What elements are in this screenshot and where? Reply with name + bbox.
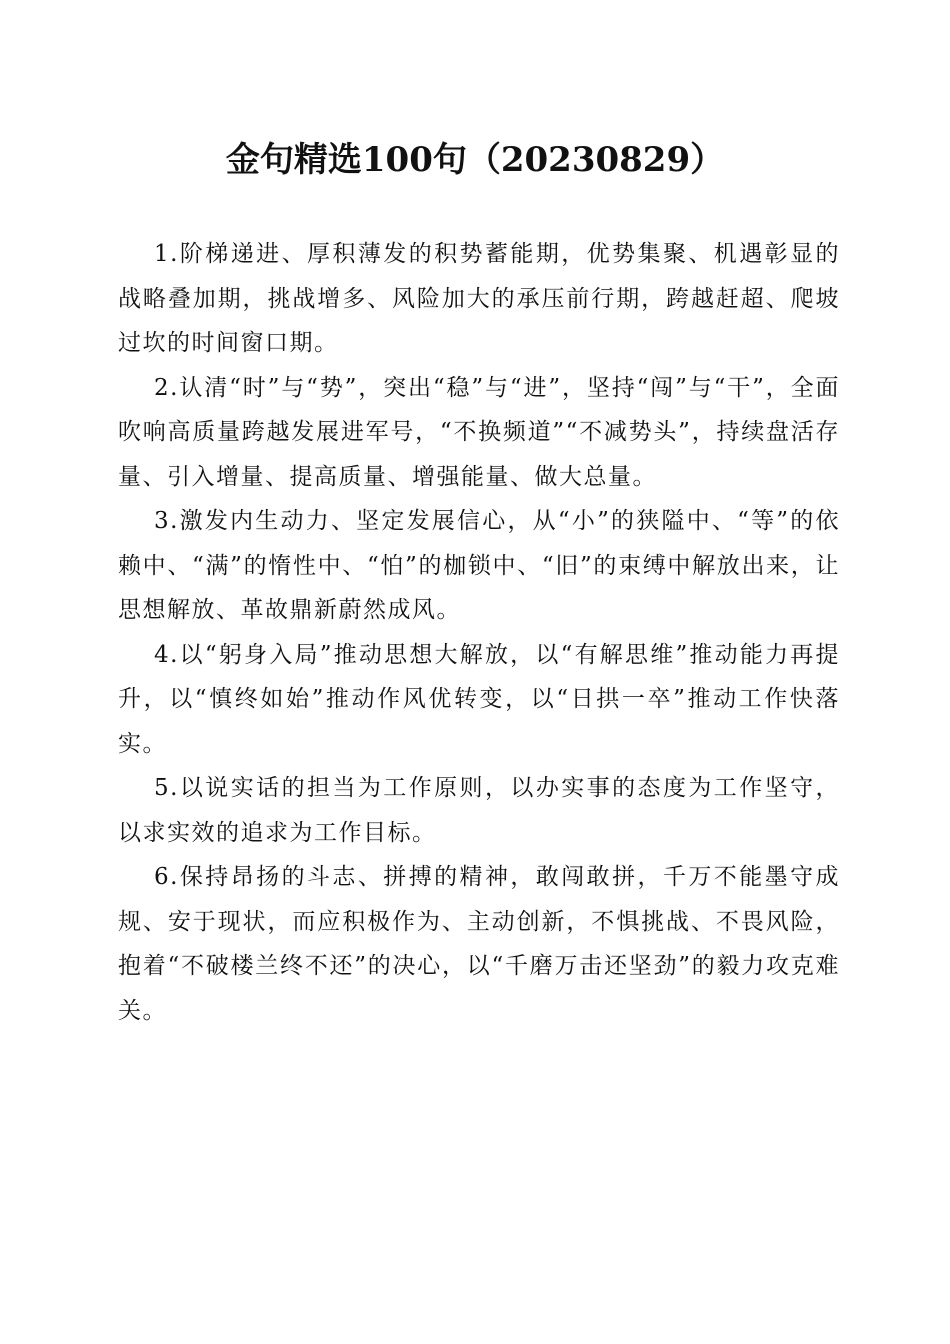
quote-paragraph-3: 3.激发内生动力、坚定发展信心，从“小”的狭隘中、“等”的依赖中、“满”的惰性中、“怕”的枷锁中、“旧”的束缚中解放出来，让思想解放、革故鼎新蔚然成风。: [118, 508, 840, 623]
document-body: [118, 232, 840, 1033]
document-title: 金句精选100句（20230829）: [225, 140, 725, 180]
quote-paragraph-2: 2.认清“时”与“势”，突出“稳”与“进”，坚持“闯”与“干”，全面吹响高质量跨越发展进军号，“不换频道”“不减势头”，持续盘活存量、引入增量、提高质量、增强能量、做大总量。: [118, 374, 840, 490]
quote-paragraph-6: 6.保持昂扬的斗志、拼搏的精神，敢闯敢拼，千万不能墨守成规、安于现状，而应积极作为、主动创新，不惧挑战、不畏风险，抱着“不破楼兰终不还”的决心，以“千磨万击还坚劲”的毅力攻克难关。: [118, 864, 840, 1024]
quote-paragraph-1: 1.阶梯递进、厚积薄发的积势蓄能期，优势集聚、机遇彰显的战略叠加期，挑战增多、风险加大的承压前行期，跨越赶超、爬坡过坎的时间窗口期。: [118, 241, 840, 356]
quote-paragraph-5: 5.以说实话的担当为工作原则，以办实事的态度为工作坚守，以求实效的追求为工作目标。: [118, 775, 840, 846]
quote-paragraph-4: 4.以“躬身入局”推动思想大解放，以“有解思维”推动能力再提升，以“慎终如始”推动作风优转变，以“日拱一卒”推动工作快落实。: [118, 641, 840, 757]
